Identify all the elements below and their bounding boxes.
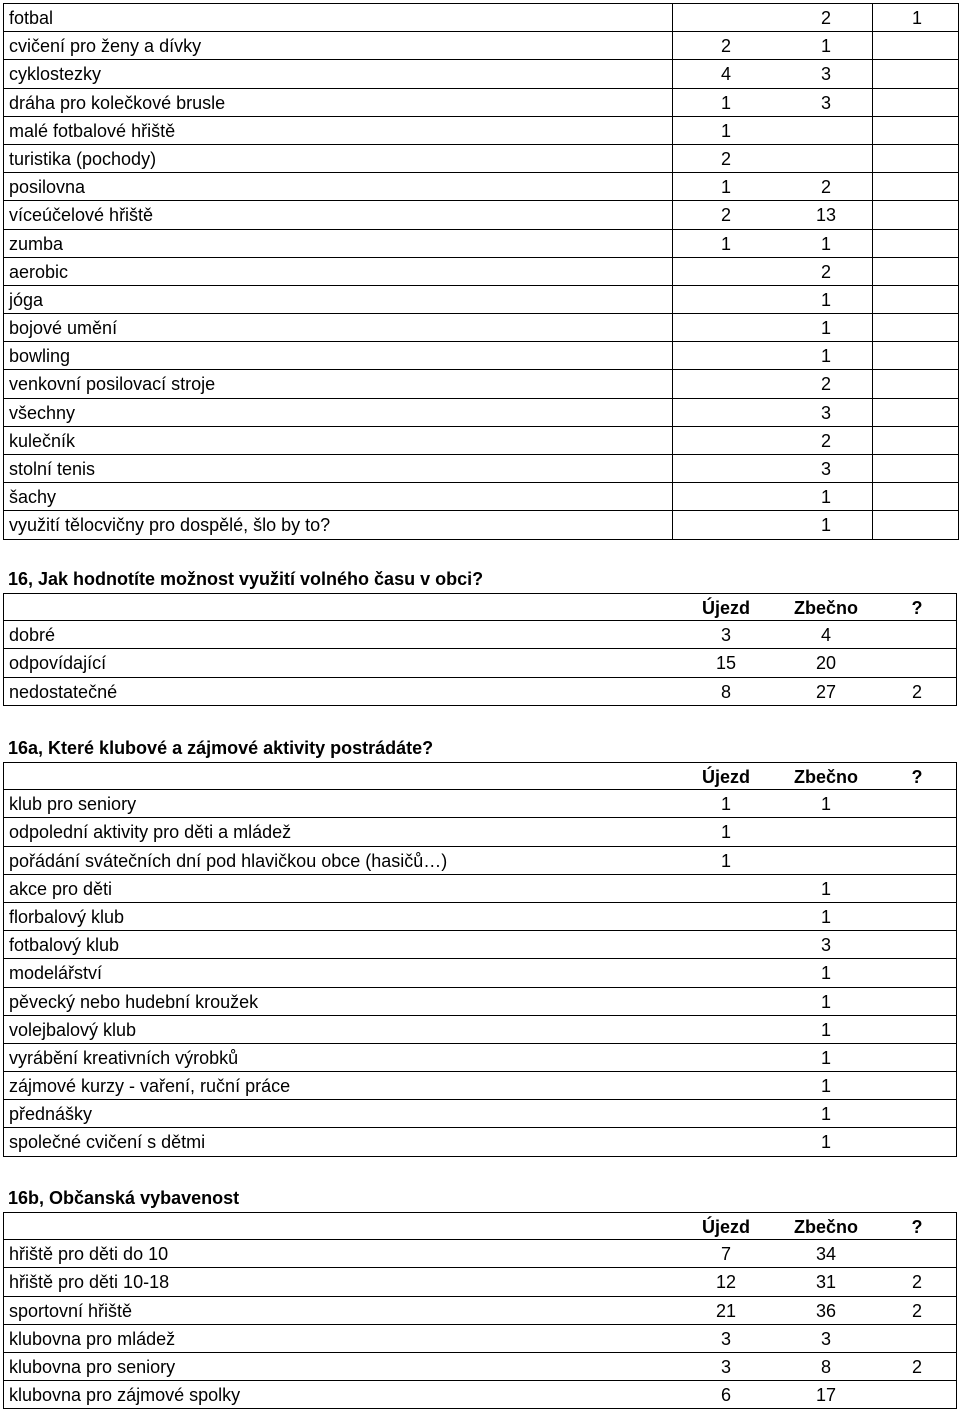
value-zbecno: 4 <box>820 625 831 646</box>
value-unknown: 1 <box>911 8 922 28</box>
value-unknown <box>876 1240 958 1267</box>
value-unknown <box>876 145 958 172</box>
value-unknown <box>876 1072 958 1099</box>
column-header-ujezd: Újezd <box>701 1217 750 1237</box>
value-ujezd: 4 <box>720 64 731 85</box>
table-row <box>3 1297 957 1325</box>
row-label: nedostatečné <box>9 681 118 702</box>
value-ujezd: 1 <box>720 794 731 815</box>
value-zbecno <box>776 145 876 172</box>
column-header-ujezd: Újezd <box>701 598 750 618</box>
column-header-zbecno: Zbečno <box>793 598 858 618</box>
value-unknown <box>876 959 958 986</box>
section-16b-table <box>3 1212 957 1409</box>
row-label: všechny <box>9 402 76 423</box>
table-row <box>4 314 958 342</box>
row-label: bowling <box>9 346 71 367</box>
value-unknown: 2 <box>911 681 922 702</box>
table-row <box>3 790 957 818</box>
table-row <box>3 931 957 959</box>
value-ujezd: 3 <box>720 1356 731 1377</box>
row-label: fotbal <box>9 8 54 28</box>
table-row <box>4 511 958 539</box>
value-zbecno: 3 <box>820 402 831 423</box>
value-ujezd: 7 <box>720 1244 731 1265</box>
value-unknown <box>876 60 958 87</box>
table-row <box>3 875 957 903</box>
value-zbecno: 34 <box>815 1244 837 1265</box>
row-label: turistika (pochody) <box>9 148 157 169</box>
value-zbecno: 27 <box>815 681 837 702</box>
table-row <box>4 342 958 370</box>
value-ujezd <box>676 988 776 1015</box>
table-row <box>3 1072 957 1100</box>
value-unknown <box>876 258 958 285</box>
row-label: venkovní posilovací stroje <box>9 374 216 395</box>
row-label: hřiště pro děti 10-18 <box>9 1272 170 1293</box>
value-ujezd <box>676 1016 776 1043</box>
row-label: klub pro seniory <box>9 794 137 815</box>
value-zbecno: 3 <box>820 92 831 113</box>
table-row <box>4 483 958 511</box>
table-row <box>4 4 958 32</box>
row-label: florbalový klub <box>9 906 125 927</box>
table-row <box>3 1128 957 1156</box>
value-unknown <box>876 427 958 454</box>
row-label: klubovna pro seniory <box>9 1356 176 1377</box>
value-ujezd: 1 <box>720 92 731 113</box>
row-label: posilovna <box>9 177 86 198</box>
value-zbecno: 2 <box>820 374 831 395</box>
value-ujezd: 1 <box>720 233 731 254</box>
value-ujezd <box>676 959 776 986</box>
value-unknown <box>876 875 958 902</box>
table-row <box>3 678 957 706</box>
table-row <box>3 1240 957 1268</box>
value-unknown <box>876 230 958 257</box>
value-unknown <box>876 903 958 930</box>
value-ujezd: 15 <box>715 653 737 674</box>
value-unknown <box>876 173 958 200</box>
table-row <box>4 258 958 286</box>
value-unknown <box>876 1381 958 1408</box>
row-label: víceúčelové hřiště <box>9 205 154 226</box>
value-zbecno <box>776 117 876 144</box>
value-zbecno: 1 <box>820 1132 831 1153</box>
value-zbecno: 1 <box>820 1076 831 1097</box>
column-header-zbecno: Zbečno <box>793 1217 858 1237</box>
value-unknown: 2 <box>911 1272 922 1293</box>
value-unknown <box>876 286 958 313</box>
value-unknown <box>876 1016 958 1043</box>
value-ujezd <box>676 1100 776 1127</box>
table-row <box>4 427 958 455</box>
section-16-heading: 16, Jak hodnotíte možnost využití volného času v obci? <box>8 569 484 589</box>
value-ujezd: 21 <box>715 1300 737 1321</box>
value-unknown <box>876 370 958 397</box>
value-unknown: 2 <box>911 1300 922 1321</box>
value-zbecno: 31 <box>815 1272 837 1293</box>
value-ujezd <box>676 314 776 341</box>
value-zbecno <box>776 847 876 874</box>
table-row <box>4 230 958 258</box>
value-zbecno: 1 <box>820 991 831 1012</box>
value-zbecno: 1 <box>820 233 831 254</box>
value-zbecno: 3 <box>820 935 831 956</box>
value-zbecno: 3 <box>820 64 831 85</box>
value-zbecno: 1 <box>820 487 831 508</box>
section-16a-table <box>3 762 957 1157</box>
table-row <box>3 903 957 931</box>
value-ujezd <box>676 511 776 538</box>
value-zbecno: 1 <box>820 318 831 339</box>
table-row <box>3 1325 957 1353</box>
row-label: cvičení pro ženy a dívky <box>9 36 202 57</box>
value-ujezd <box>676 875 776 902</box>
table-header-row <box>3 1212 957 1240</box>
table-row <box>4 32 958 60</box>
row-label: malé fotbalové hřiště <box>9 120 176 141</box>
row-label: akce pro děti <box>9 878 113 899</box>
row-label: společné cvičení s dětmi <box>9 1132 206 1153</box>
value-unknown: 2 <box>911 1356 922 1377</box>
row-label: hřiště pro děti do 10 <box>9 1244 169 1265</box>
table-row <box>3 1268 957 1296</box>
value-ujezd: 1 <box>720 822 731 843</box>
column-header-unknown: ? <box>911 1217 923 1237</box>
row-label: vyrábění kreativních výrobků <box>9 1047 239 1068</box>
table-row <box>3 847 957 875</box>
value-ujezd <box>676 483 776 510</box>
table-header-row <box>3 762 957 790</box>
value-unknown <box>876 1325 958 1352</box>
section-16a-heading: 16a, Které klubové a zájmové aktivity postrádáte? <box>8 738 434 758</box>
row-label: zumba <box>9 233 64 254</box>
row-label: odpolední aktivity pro děti a mládež <box>9 822 292 843</box>
value-ujezd <box>676 427 776 454</box>
value-ujezd: 3 <box>720 1328 731 1349</box>
row-label: aerobic <box>9 261 69 282</box>
table-row <box>4 89 958 117</box>
value-ujezd: 12 <box>715 1272 737 1293</box>
value-unknown <box>876 818 958 845</box>
value-ujezd <box>676 455 776 482</box>
table-row <box>4 173 958 201</box>
row-label: přednášky <box>9 1104 93 1125</box>
value-ujezd: 1 <box>720 850 731 871</box>
row-label: bojové umění <box>9 318 118 339</box>
value-zbecno: 13 <box>815 205 837 226</box>
row-label: modelářství <box>9 963 103 984</box>
value-ujezd <box>676 258 776 285</box>
row-label: klubovna pro mládež <box>9 1328 176 1349</box>
value-zbecno: 2 <box>820 177 831 198</box>
value-ujezd: 1 <box>720 120 731 141</box>
value-ujezd: 8 <box>720 681 731 702</box>
table-row <box>3 621 957 649</box>
table-row <box>3 959 957 987</box>
row-label: dobré <box>9 625 56 646</box>
value-ujezd <box>676 1044 776 1071</box>
value-ujezd: 6 <box>720 1385 731 1406</box>
row-label: šachy <box>9 487 57 508</box>
row-label: cyklostezky <box>9 64 102 85</box>
value-ujezd <box>676 1128 776 1155</box>
row-label: pěvecký nebo hudební kroužek <box>9 991 259 1012</box>
value-unknown <box>876 32 958 59</box>
row-label: jóga <box>9 289 44 310</box>
value-ujezd <box>676 1072 776 1099</box>
value-ujezd: 2 <box>720 148 731 169</box>
value-zbecno: 1 <box>820 794 831 815</box>
table-row <box>4 145 958 173</box>
table-row <box>3 649 957 677</box>
value-zbecno: 1 <box>820 906 831 927</box>
row-label: volejbalový klub <box>9 1019 137 1040</box>
value-zbecno: 1 <box>820 36 831 57</box>
value-zbecno: 3 <box>820 1328 831 1349</box>
section-16b-heading: 16b, Občanská vybavenost <box>8 1188 240 1208</box>
value-unknown <box>876 314 958 341</box>
row-label: stolní tenis <box>9 459 96 479</box>
value-unknown <box>876 790 958 817</box>
table-row <box>3 1044 957 1072</box>
column-header-unknown: ? <box>911 598 923 618</box>
value-zbecno: 1 <box>820 963 831 984</box>
row-label: odpovídající <box>9 653 107 674</box>
value-unknown <box>876 201 958 228</box>
activities-table <box>3 3 959 540</box>
column-header-ujezd: Újezd <box>701 767 750 787</box>
table-row <box>3 988 957 1016</box>
value-unknown <box>876 1100 958 1127</box>
value-unknown <box>876 1128 958 1155</box>
value-unknown <box>876 988 958 1015</box>
table-row <box>3 1381 957 1409</box>
value-ujezd: 2 <box>720 205 731 226</box>
row-label: klubovna pro zájmové spolky <box>9 1385 241 1406</box>
row-label: pořádání svátečních dní pod hlavičkou obce (hasičů…) <box>9 850 448 871</box>
table-row <box>4 60 958 88</box>
value-unknown <box>876 931 958 958</box>
value-zbecno: 2 <box>820 430 831 451</box>
value-unknown <box>876 89 958 116</box>
table-row <box>4 286 958 314</box>
row-label: kulečník <box>9 430 76 451</box>
table-row <box>4 370 958 398</box>
section-16-table <box>3 593 957 706</box>
value-zbecno: 1 <box>820 346 831 367</box>
value-zbecno: 1 <box>820 878 831 899</box>
value-zbecno: 2 <box>820 261 831 282</box>
value-zbecno: 8 <box>820 1356 831 1377</box>
value-zbecno: 1 <box>820 515 831 536</box>
table-row <box>3 818 957 846</box>
value-ujezd: 1 <box>720 177 731 198</box>
value-ujezd <box>676 370 776 397</box>
value-ujezd <box>676 903 776 930</box>
column-header-zbecno: Zbečno <box>793 767 858 787</box>
table-row <box>4 455 958 483</box>
value-zbecno: 1 <box>820 1047 831 1068</box>
value-unknown <box>876 399 958 426</box>
column-header-unknown: ? <box>911 767 923 787</box>
value-unknown <box>876 649 958 676</box>
value-unknown <box>876 621 958 648</box>
table-row <box>4 201 958 229</box>
value-zbecno <box>776 818 876 845</box>
value-unknown <box>876 483 958 510</box>
table-header-row <box>3 593 957 621</box>
row-label: sportovní hřiště <box>9 1300 133 1321</box>
table-row <box>4 399 958 427</box>
row-label: zájmové kurzy - vaření, ruční práce <box>9 1076 291 1097</box>
value-unknown <box>876 511 958 538</box>
table-row <box>3 1353 957 1381</box>
row-label: využití tělocvičny pro dospělé, šlo by to? <box>9 515 331 536</box>
value-zbecno: 36 <box>815 1300 837 1321</box>
value-zbecno: 1 <box>820 1104 831 1125</box>
table-row <box>3 1016 957 1044</box>
value-ujezd <box>676 286 776 313</box>
value-ujezd: 2 <box>720 36 731 57</box>
table-row <box>4 117 958 145</box>
value-unknown <box>876 847 958 874</box>
value-ujezd <box>676 931 776 958</box>
value-ujezd: 3 <box>720 625 731 646</box>
value-zbecno: 3 <box>820 459 831 479</box>
value-unknown <box>876 342 958 369</box>
row-label: dráha pro kolečkové brusle <box>9 92 226 113</box>
value-zbecno: 1 <box>820 289 831 310</box>
value-zbecno: 1 <box>820 1019 831 1040</box>
value-ujezd <box>676 342 776 369</box>
value-zbecno: 2 <box>820 8 831 28</box>
value-zbecno: 20 <box>815 653 837 674</box>
value-ujezd <box>676 4 776 31</box>
value-unknown <box>876 117 958 144</box>
value-ujezd <box>676 399 776 426</box>
value-unknown <box>876 1044 958 1071</box>
value-unknown <box>876 455 958 482</box>
row-label: fotbalový klub <box>9 935 120 956</box>
table-row <box>3 1100 957 1128</box>
value-zbecno: 17 <box>815 1385 837 1406</box>
